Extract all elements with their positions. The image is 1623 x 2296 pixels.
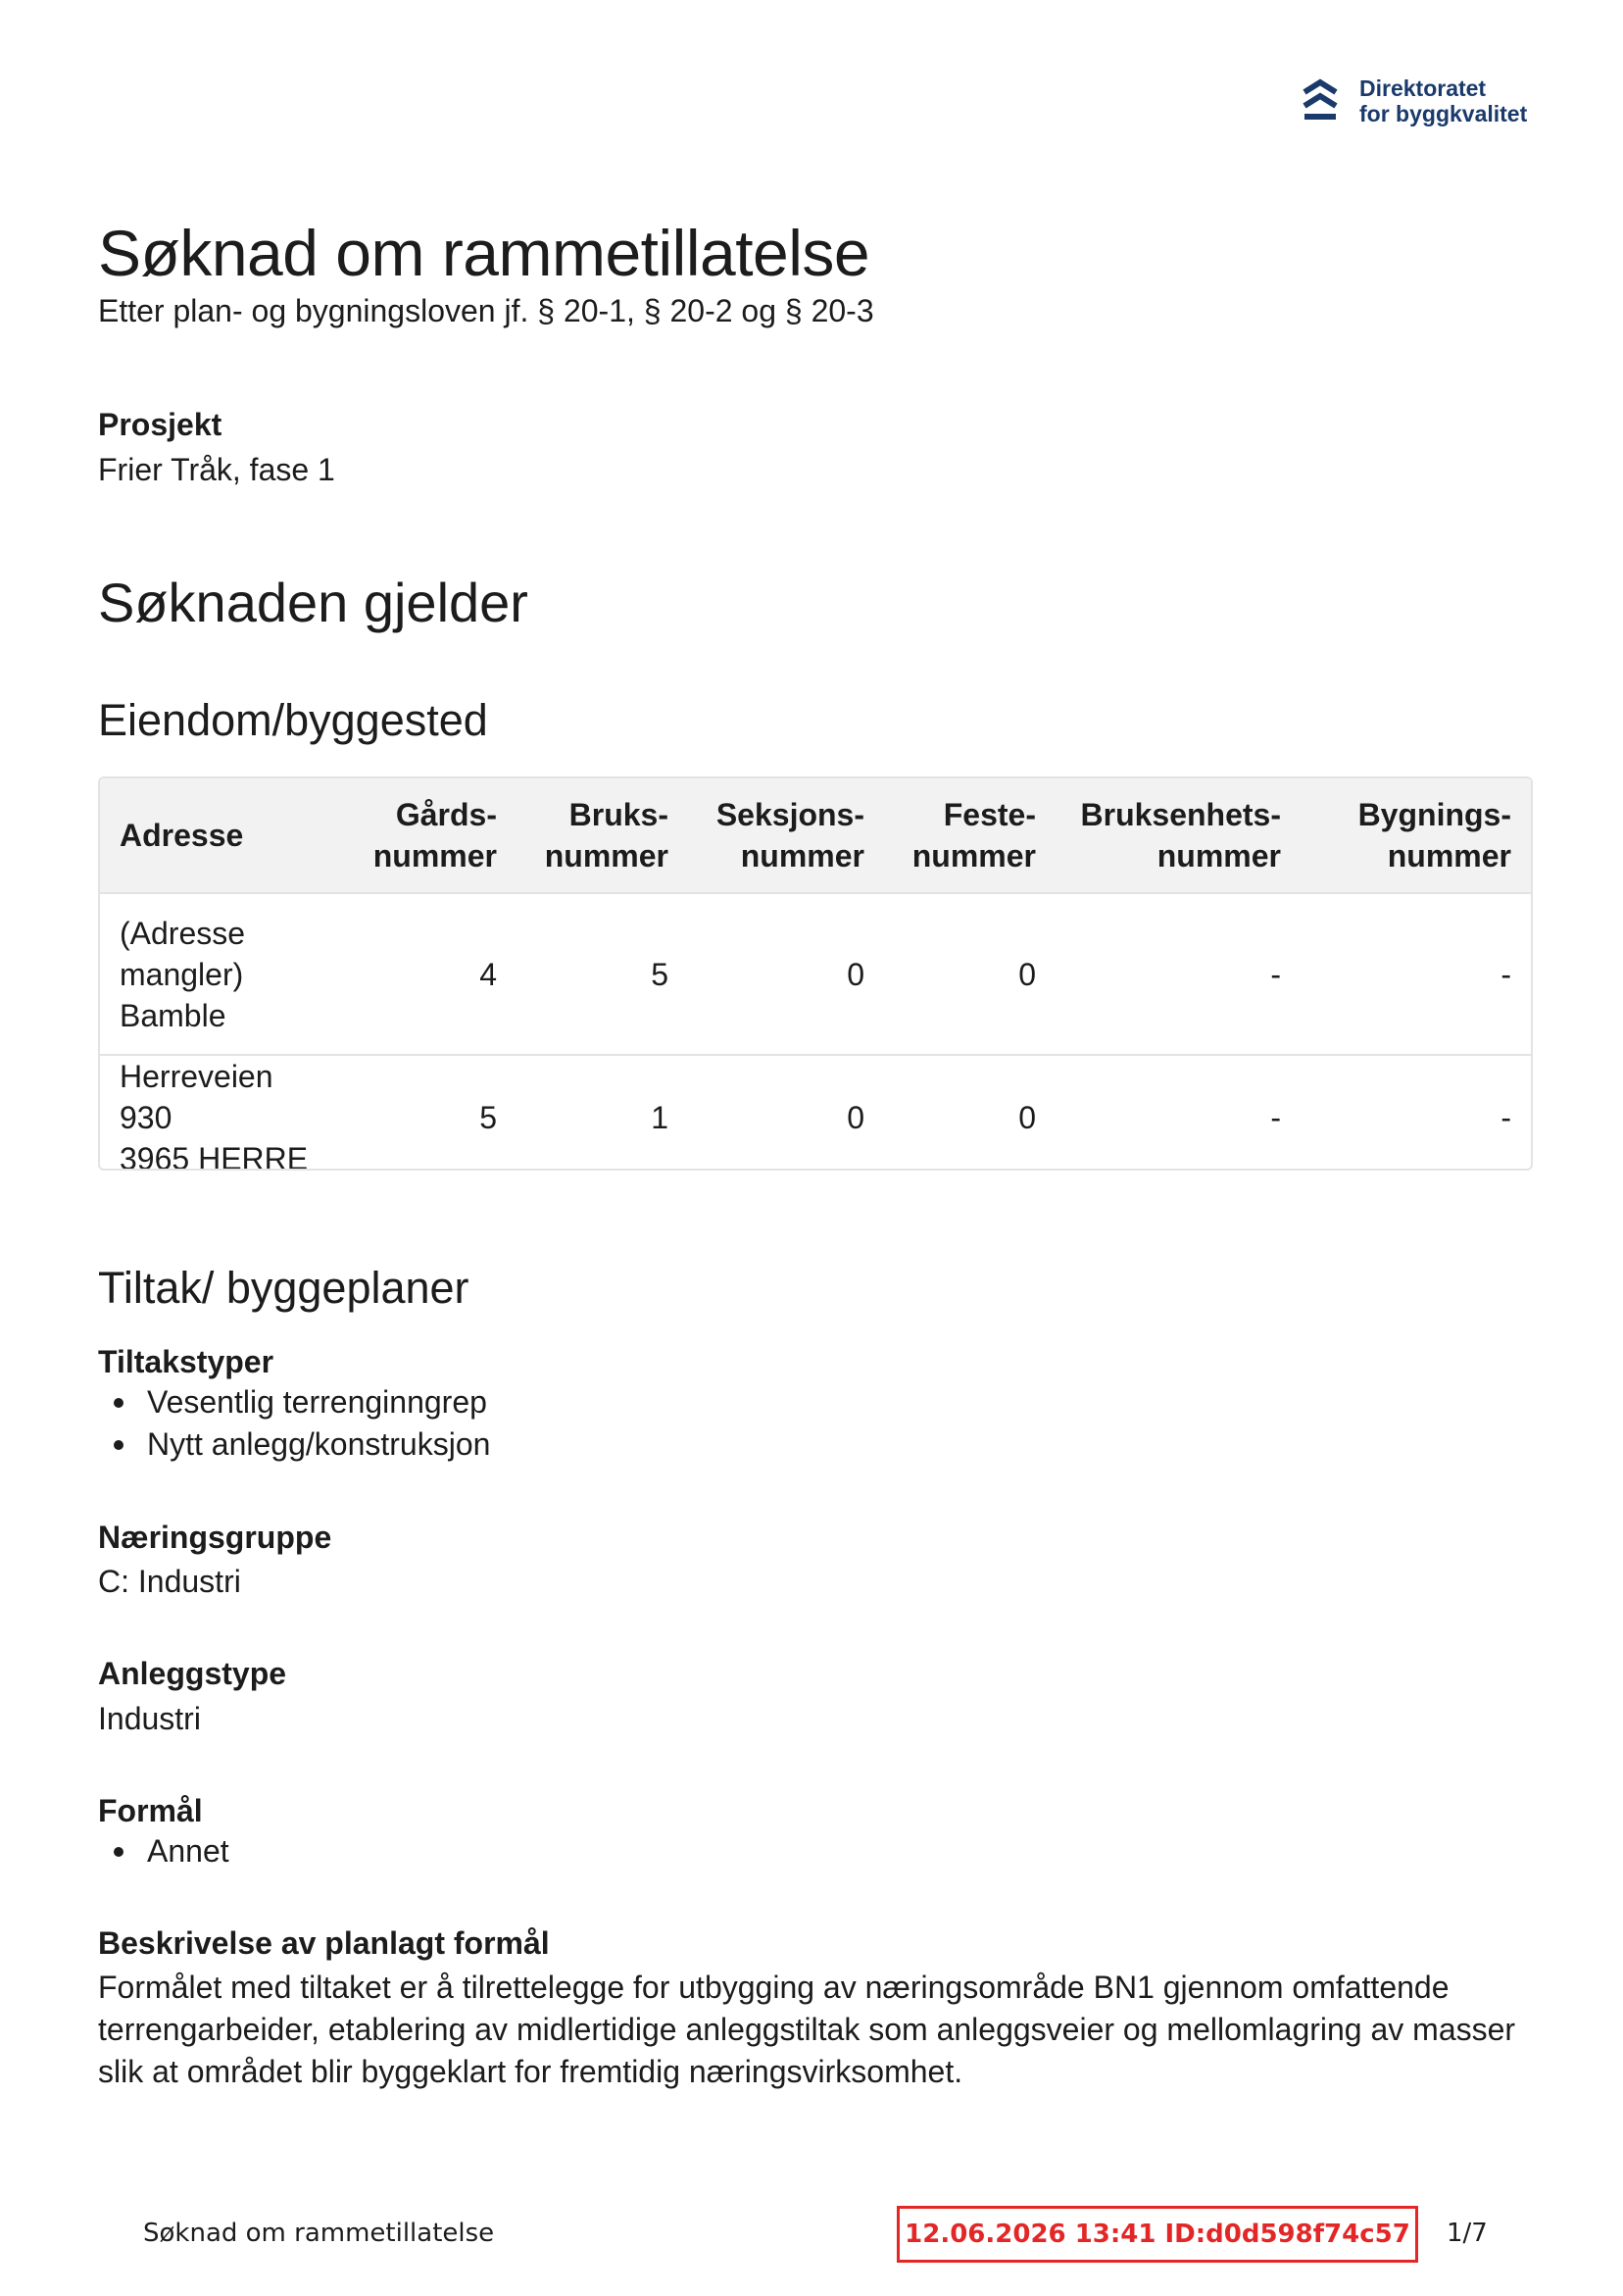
logo-text — [1359, 75, 1527, 126]
list-item: Annet — [98, 1830, 229, 1872]
footer-title: Søknad om rammetillatelse — [143, 2219, 495, 2248]
list-item: Nytt anlegg/konstruksjon — [98, 1423, 490, 1466]
description-label: Beskrivelse av planlagt formål — [98, 1925, 550, 1961]
industry-value: C: Industri — [98, 1564, 241, 1599]
cell-gardsnummer: 5 — [479, 1100, 497, 1135]
table-header-row — [100, 778, 1531, 893]
description-text: Formålet med tiltaket er å tilrettelegge for utbygging av næringsområde BN1 gjennom omfattende terrengarbeider, etablering av midlertidige anleggstiltak som anleggsveier og mellomlagring av masser slik at området blir byggeklart for fremtidig næringsvirksomhet. — [98, 1970, 1516, 2089]
property-heading: Eiendom/byggested — [98, 695, 488, 745]
logo-line-1: Direktoratet — [1359, 75, 1487, 101]
column-header-festenummer: Feste- nummer — [884, 778, 1056, 893]
cell-bruksenhetsnummer: - — [1056, 893, 1301, 1055]
column-header-gardsnummer: Gårds- nummer — [345, 778, 516, 893]
column-header-adresse: Adresse — [100, 778, 345, 893]
cell-bruksenhetsnummer: - — [1270, 1100, 1281, 1135]
column-header-seksjonsnummer: Seksjons- nummer — [688, 778, 884, 893]
column-header-bygningsnummer: Bygnings- nummer — [1301, 778, 1531, 893]
facility-value: Industri — [98, 1701, 201, 1736]
column-header-bruksnummer: Bruks- nummer — [516, 778, 688, 893]
project-value: Frier Tråk, fase 1 — [98, 452, 335, 487]
cell-bruksnummer: 5 — [516, 893, 688, 1055]
column-header-bruksenhetsnummer: Bruksenhets- nummer — [1056, 778, 1301, 893]
cell-bygningsnummer: - — [1500, 1100, 1511, 1135]
cell-festenummer: 0 — [1018, 1100, 1036, 1135]
cell-address: Herreveien 930 3965 HERRE — [120, 1059, 309, 1171]
property-table — [98, 776, 1533, 1171]
cell-bruksnummer: 1 — [651, 1100, 668, 1135]
cell-bygningsnummer: - — [1301, 893, 1531, 1055]
page-title: Søknad om rammetillatelse — [98, 217, 870, 289]
project-label: Prosjekt — [98, 407, 222, 442]
table-row — [100, 1055, 1531, 1171]
cell-address: (Adresse mangler) Bamble — [100, 893, 345, 1055]
logo — [1301, 75, 1536, 129]
measure-types-label: Tiltakstyper — [98, 1344, 274, 1379]
cell-seksjonsnummer: 0 — [688, 893, 884, 1055]
list-item: Vesentlig terrenginngrep — [98, 1381, 490, 1423]
table-row — [100, 893, 1531, 1055]
industry-label: Næringsgruppe — [98, 1520, 332, 1555]
dibk-logo-icon — [1301, 78, 1340, 125]
facility-label: Anleggstype — [98, 1656, 287, 1691]
measures-heading: Tiltak/ byggeplaner — [98, 1263, 469, 1313]
page-number: 1/7 — [1447, 2219, 1488, 2248]
measure-types-list — [98, 1381, 490, 1466]
logo-line-2: for byggkvalitet — [1359, 101, 1528, 126]
page-subtitle: Etter plan- og bygningsloven jf. § 20-1, § 20-2 og § 20-3 — [98, 293, 874, 328]
purpose-label: Formål — [98, 1793, 203, 1828]
cell-seksjonsnummer: 0 — [847, 1100, 864, 1135]
section-heading: Søknaden gjelder — [98, 572, 528, 633]
timestamp-stamp: 12.06.2026 13:41 ID:d0d598f74c57 — [897, 2206, 1418, 2263]
cell-gardsnummer: 4 — [345, 893, 516, 1055]
purpose-list — [98, 1830, 229, 1872]
cell-festenummer: 0 — [884, 893, 1056, 1055]
